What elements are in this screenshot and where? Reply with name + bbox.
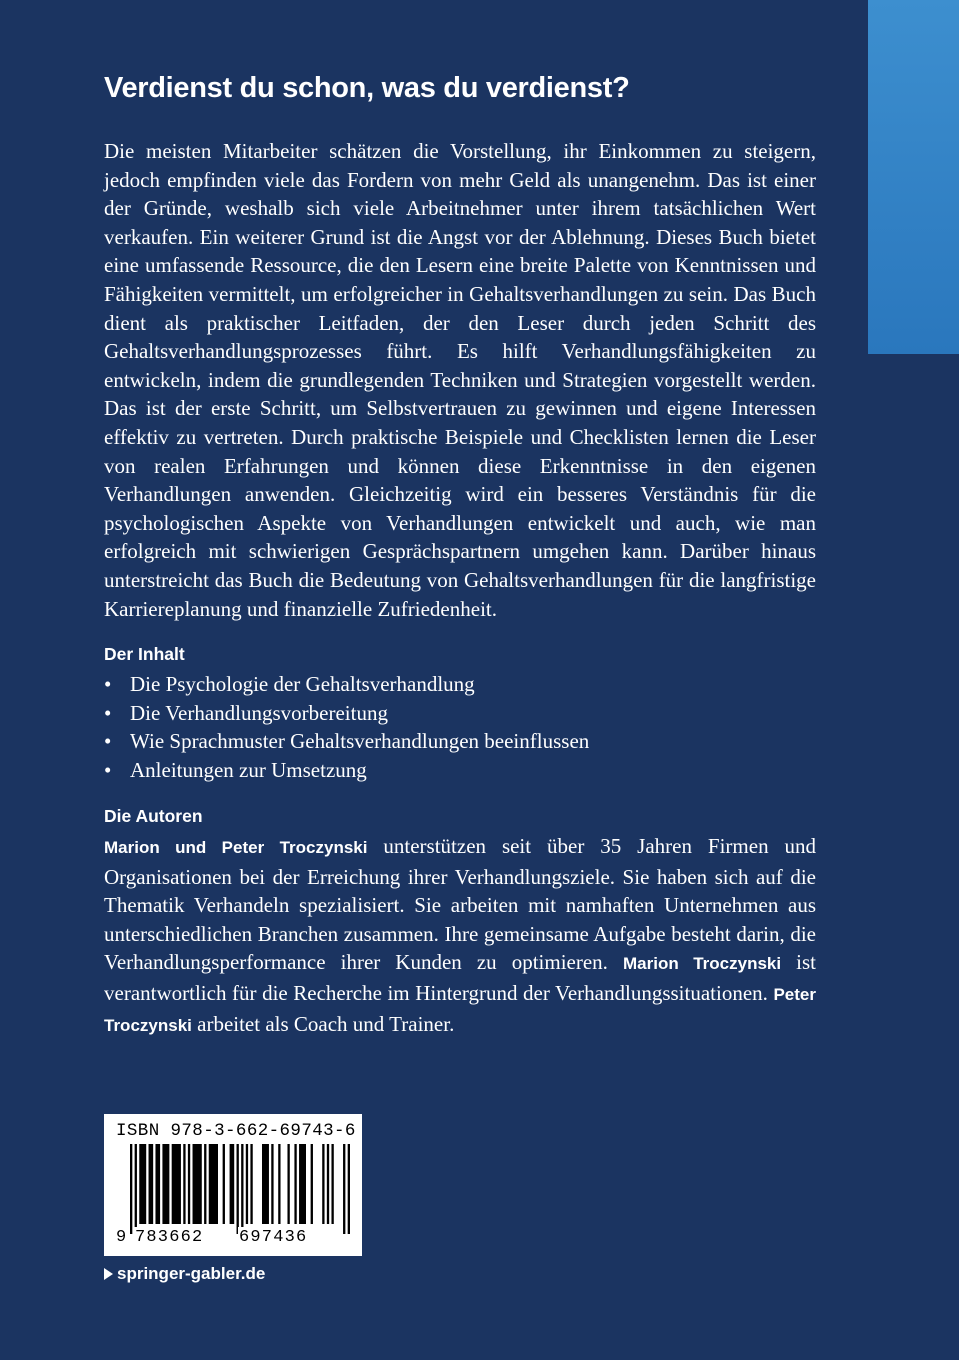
barcode-digit-group: 697436 [239,1228,308,1247]
barcode-bar [223,1144,225,1224]
barcode-bar [149,1144,154,1224]
list-item-text: Anleitungen zur Umsetzung [130,757,367,782]
barcode-digit-first: 9 [116,1228,127,1247]
barcode-bar [327,1144,329,1224]
authors-text-part: arbeitet als Coach und Trainer. [191,1011,455,1036]
triangle-right-icon [104,1268,113,1280]
list-item [104,756,816,785]
barcode-bar [241,1144,243,1234]
list-item-text: Die Psychologie der Gehaltsverhandlung [130,672,475,696]
authors-heading: Die Autoren [104,806,203,826]
accent-bar [868,0,959,354]
bullet-icon: • [104,729,112,754]
publisher-link[interactable] [104,1263,265,1285]
list-item [104,727,816,756]
barcode-bar [155,1144,160,1224]
description-text: Die meisten Mitarbeiter schätzen die Vorstellung, ihr Einkommen zu steigern, jedoch empfinden viele das Fordern von mehr Geld als unangenehm. Das ist einer der Gründe, weshalb sich viele Arbeitnehmer unter ihrem tatsächlichen Wert verkaufen. Ein weiterer Grund ist die Angst vor der Ablehnung. Dieses Buch bietet eine umfassende Ressource, die den Lesern eine breite Palette von Kenntnissen und Fähigkeiten vermittelt, um erfolgreicher in Gehaltsverhandlungen zu sein. Das Buch dient als praktischer Leitfaden, der den Leser durch jeden Schritt des Gehaltsverhandlungsprozesses führt. Es hilft Verhandlungsfähigkeiten zu entwickeln, indem die grundlegenden Techniken und Strategien vorgestellt werden. Das ist der erste Schritt, um Selbstvertrauen zu gewinnen und eigene Interessen effektiv zu vertreten. Durch praktische Beispiele und Checklisten lernen die Leser von realen Erfahrungen und können diese Erkenntnisse in den eigenen Verhandlungen anwenden. Gleichzeitig wird ein besseres Verständnis für die psychologischen Aspekte von Verhandlungen entwickelt und auch, wie man erfolgreich mit schwierigen Gesprächspartnern umgehen kann. Darüber hinaus unterstreicht das Buch die Bedeutung von Gehaltsverhandlungen für die langfristige Karriereplanung und finanzielle Zufriedenheit. [104,139,816,621]
barcode-bar [271,1144,273,1224]
barcode-icon [130,1144,350,1234]
bullet-icon: • [104,757,112,782]
barcode-bar [250,1144,252,1224]
barcode-bar [162,1144,169,1224]
publisher-url[interactable]: springer-gabler.de [117,1264,266,1283]
barcode-bar [294,1144,296,1224]
list-item-text: Wie Sprachmuster Gehaltsverhandlungen beeinflussen [130,729,590,754]
author-name-marion: Marion Troczynski [622,954,782,974]
barcode-bar [348,1144,350,1234]
bullet-icon: • [104,700,112,725]
contents-list [104,670,816,784]
barcode-bar [278,1144,280,1224]
barcode-bar [262,1144,269,1224]
barcode-bar [287,1144,289,1224]
author-names: Marion und Peter Troczynski [104,838,368,857]
list-item-text: Die Verhandlungsvorbereitung [130,700,388,725]
barcode-bar [130,1144,132,1234]
headline: Verdienst du schon, was du verdienst? [104,72,630,104]
isbn-label: ISBN 978-3-662-69743-6 [116,1121,356,1141]
barcode-bar [322,1144,324,1224]
list-item [104,699,816,728]
barcode-bar [193,1144,202,1224]
barcode-bar [204,1144,206,1224]
barcode-digit-group: 783662 [135,1228,204,1247]
authors-text-part: ist verantwortlich für die Recherche im Hintergrund der Verhandlungssituationen. [104,950,816,1005]
list-item [104,670,816,699]
barcode-bar [343,1144,345,1234]
authors-text-part: unterstützen seit über 35 Jahren Firmen und Organisationen bei der Erreichung ihrer Verhandlungsziele. Sie haben sich auf die Thematik Verhandeln spezialisiert. Sie arbeiten mit namhaften Unternehmen aus unterschiedlichen Branchen zusammen. Ihre gemeinsame Aufgabe besteht darin, die Verhandlungsperformance ihrer Kunden zu optimieren. [104,834,816,975]
barcode-bar [172,1144,181,1224]
authors-text [104,832,816,1040]
barcode-bar [135,1144,137,1234]
isbn-barcode [104,1114,362,1256]
contents-heading: Der Inhalt [104,644,185,664]
bullet-icon: • [104,672,112,696]
barcode-bar [188,1144,190,1224]
barcode-bar [237,1144,239,1234]
barcode-bar [331,1144,333,1224]
barcode-bar [139,1144,146,1224]
barcode-bar [230,1144,235,1224]
barcode-bar [209,1144,218,1224]
barcode-bar [311,1144,313,1224]
author-name-peter: Peter Troczynski [104,984,816,1035]
barcode-bar [299,1144,306,1224]
barcode-bar [246,1144,248,1224]
barcode-bar [183,1144,185,1224]
